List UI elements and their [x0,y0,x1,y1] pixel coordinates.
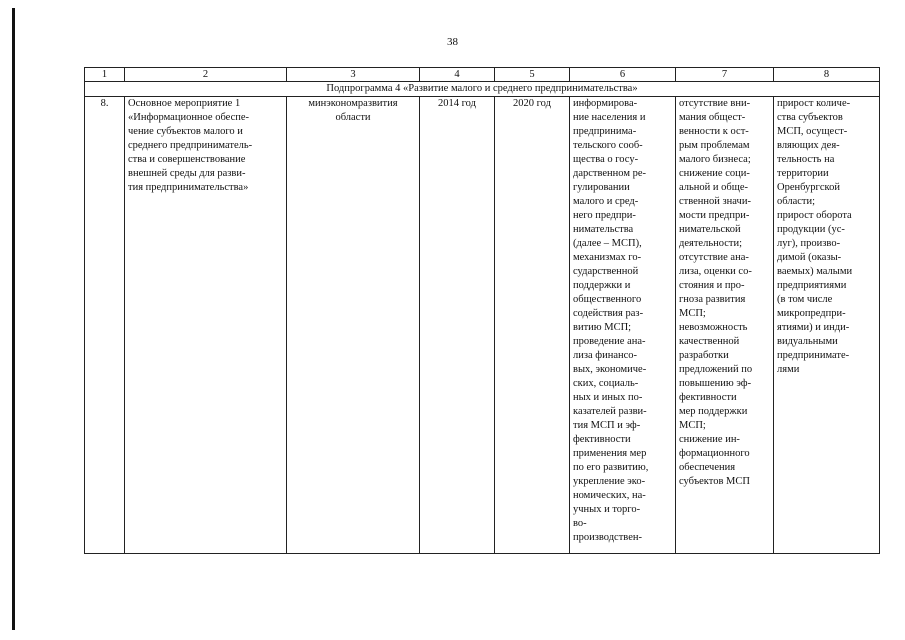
column-number-row [85,68,880,82]
col-header-1: 1 [85,68,125,82]
col-header-4: 4 [420,68,495,82]
executor-cell: минэкономразвития области [287,97,420,554]
col-header-2: 2 [125,68,287,82]
col-header-7: 7 [676,68,774,82]
col-header-8: 8 [774,68,880,82]
subprogram-title: Подпрограмма 4 «Развитие малого и среднего предпринимательства» [85,82,880,97]
consequences-cell: отсутствие вни- мания общест- венности к ост- рым проблемам малого бизнеса; снижение соци- альной и обще- ственной значи- мости предпри- нимательской деятельности; отсутствие ана- лиза, оценки со- стояния и про- гноза развития МСП; невозможность качественной разработки предложений по повышению эф- фективности мер поддержки МСП; снижение ин- формационного обеспечения субъектов МСП [676,97,774,554]
row-number: 8. [85,97,125,554]
col-header-3: 3 [287,68,420,82]
subprogram-row [85,82,880,97]
page-edge-line [12,8,15,630]
col-header-6: 6 [570,68,676,82]
activity-cell: Основное мероприятие 1 «Информационное обеспе- чение субъектов малого и среднего предприниматель- ства и совершенствование внешней среды для разви- тия предпринимательства» [125,97,287,554]
result-cell: информирова- ние населения и предпринима- тельского сооб- щества о госу- дарственном ре- гулировании малого и сред- него предпри- нимательства (далее – МСП), механизмах го- сударственной поддержки и общественного содействия раз- витию МСП; проведение ана- лиза финансо- вых, экономиче- ских, социаль- ных и иных по- казателей разви- тия МСП и эф- фективности применения мер по его развитию, укрепление эко- номических, на- учных и торго- во- производствен- [570,97,676,554]
program-table [84,67,880,554]
table-row [85,97,880,554]
start-year-cell: 2014 год [420,97,495,554]
end-year-cell: 2020 год [495,97,570,554]
indicators-cell: прирост количе- ства субъектов МСП, осущест- вляющих дея- тельность на территории Оренбургской области; прирост оборота продукции (ус- луг), произво- димой (оказы- ваемых) малыми предприятиями (в том числе микропредпри- ятиями) и инди- видуальными предпринимате- лями [774,97,880,554]
page-number: 38 [447,36,458,48]
col-header-5: 5 [495,68,570,82]
